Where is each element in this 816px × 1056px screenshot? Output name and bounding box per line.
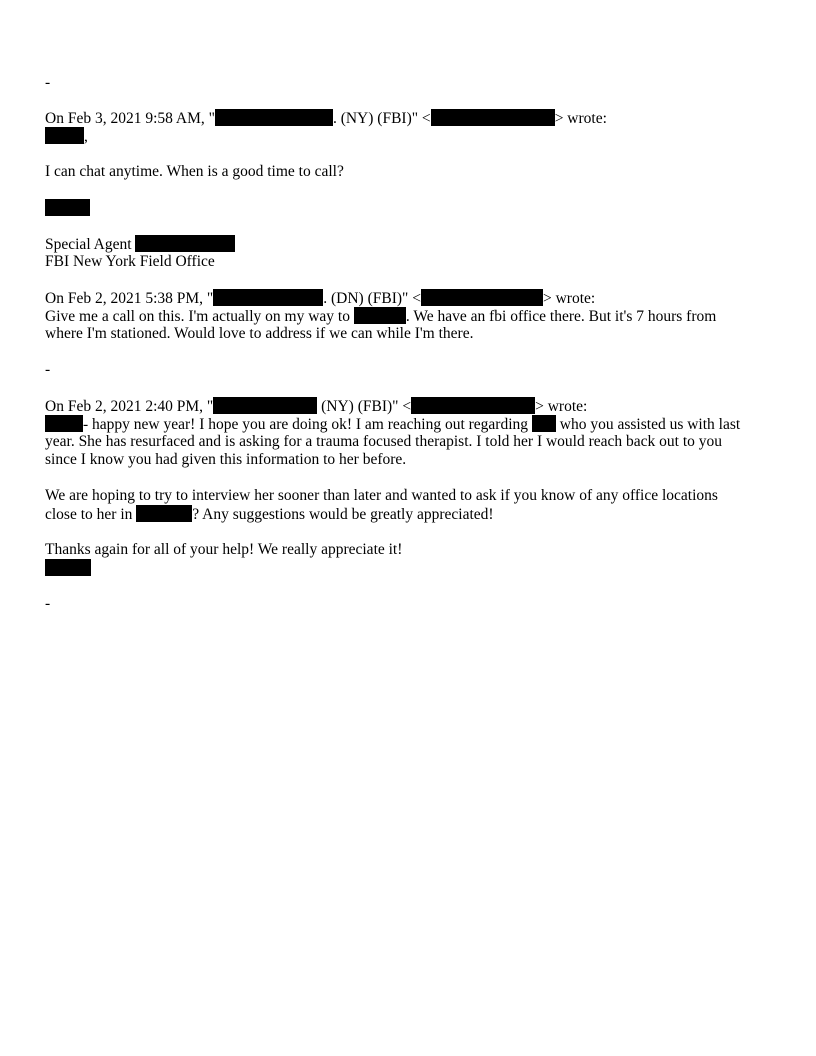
email-3-p2-part-b: ? Any suggestions would be greatly appreciated! xyxy=(192,506,494,523)
signature-office: FBI New York Field Office xyxy=(45,253,215,270)
email-3-p1-line-1 xyxy=(45,415,740,433)
email-3-header-suffix: > wrote: xyxy=(535,398,588,415)
separator: - xyxy=(45,595,51,612)
separator: - xyxy=(45,74,51,91)
redaction-block xyxy=(136,505,192,522)
redaction-block xyxy=(215,109,333,126)
email-3-header-mid: (NY) (FBI)" < xyxy=(317,398,412,415)
signature-title-text: Special Agent xyxy=(45,236,136,253)
redaction-block xyxy=(45,127,84,144)
redaction-block xyxy=(532,415,556,432)
email-2-body-line-1 xyxy=(45,307,716,325)
redaction-block xyxy=(411,397,535,414)
redaction-block xyxy=(421,289,543,306)
email-2-body-part-1: Give me a call on this. I'm actually on my way to xyxy=(45,308,354,325)
email-3-p2-line-1: We are hoping to try to interview her sooner than later and wanted to ask if you know of any office locations xyxy=(45,487,718,504)
email-3-p1-part-a: - happy new year! I hope you are doing ok! I am reaching out regarding xyxy=(83,416,532,433)
email-3-p2-line-2 xyxy=(45,505,494,523)
email-1-header-suffix: > wrote: xyxy=(554,110,607,127)
email-3-header xyxy=(45,397,587,415)
greeting-comma: , xyxy=(84,128,88,145)
email-2-header-suffix: > wrote: xyxy=(542,290,596,307)
email-2-header-mid: . (DN) (FBI)" < xyxy=(323,290,421,307)
email-3-header-prefix: On Feb 2, 2021 2:40 PM, " xyxy=(45,398,214,415)
email-3-signoff xyxy=(45,559,91,577)
email-1-header xyxy=(45,109,607,127)
separator: - xyxy=(45,361,51,378)
email-2-header-prefix: On Feb 2, 2021 5:38 PM, " xyxy=(45,290,214,307)
email-3-p2-part-a: close to her in xyxy=(45,506,137,523)
redaction-block xyxy=(354,307,406,324)
email-2-header xyxy=(45,289,595,307)
email-1-header-prefix: On Feb 3, 2021 9:58 AM, " xyxy=(45,110,215,127)
redaction-block xyxy=(213,397,317,414)
email-3-p1-line-2: year. She has resurfaced and is asking for a trauma focused therapist. I told her I would reach back out to you xyxy=(45,433,723,450)
redaction-block xyxy=(45,199,90,216)
email-1-signoff xyxy=(45,199,90,217)
email-3-p1-part-b: who you assisted us with last xyxy=(555,416,741,433)
email-1-body: I can chat anytime. When is a good time to call? xyxy=(45,163,344,180)
redaction-block xyxy=(213,289,323,306)
email-1-header-mid: . (NY) (FBI)" < xyxy=(332,110,431,127)
email-1-greeting xyxy=(45,127,88,145)
signature-title xyxy=(45,235,235,253)
email-3-p3: Thanks again for all of your help! We really appreciate it! xyxy=(45,541,403,558)
redaction-block xyxy=(135,235,235,252)
email-3-p1-line-3: since I know you had given this information to her before. xyxy=(45,451,407,468)
email-2-body-line-2: where I'm stationed. Would love to address if we can while I'm there. xyxy=(45,325,474,342)
email-2-body-part-2: . We have an fbi office there. But it's 7 hours from xyxy=(405,308,717,325)
redaction-block xyxy=(45,415,83,432)
redaction-block xyxy=(431,109,555,126)
redaction-block xyxy=(45,559,91,576)
